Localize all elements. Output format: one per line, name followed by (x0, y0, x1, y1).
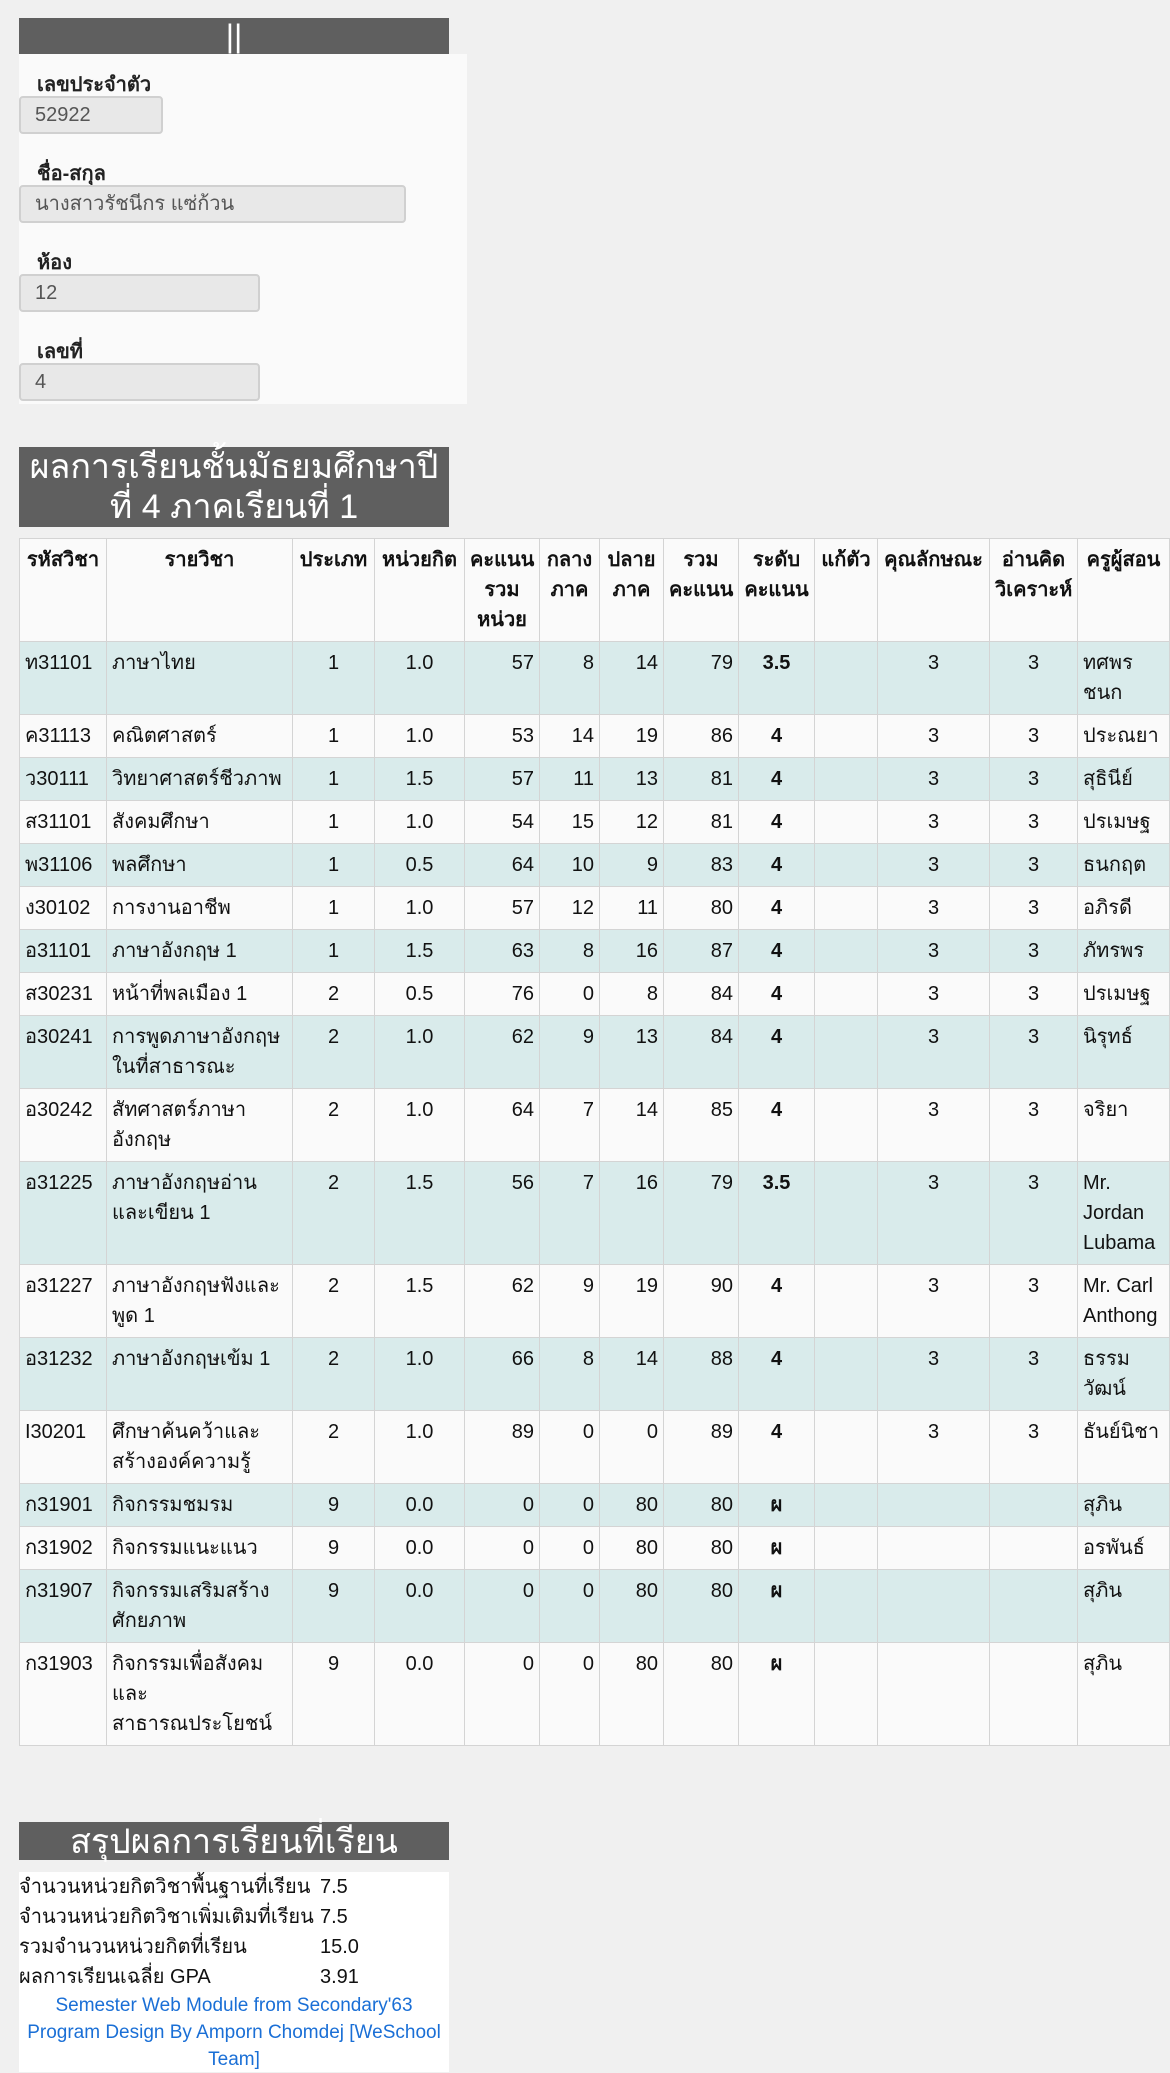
footer (19, 1992, 449, 2073)
reading-score-cell: 3 (990, 715, 1078, 758)
final-score-cell: 16 (600, 930, 664, 973)
summary-label: จำนวนหน่วยกิตวิชาพื้นฐานที่เรียน (19, 1876, 311, 1898)
credit-cell: 1.0 (375, 642, 465, 715)
room-label: ห้อง (37, 252, 72, 274)
total-score-cell: 79 (664, 642, 739, 715)
subject-name-cell: หน้าที่พลเมือง 1 (107, 973, 293, 1016)
unit-score-cell: 53 (465, 715, 540, 758)
grade-cell: ผ (739, 1484, 815, 1527)
reading-score-cell (990, 1484, 1078, 1527)
subject-name-cell: กิจกรรมเสริมสร้างศักยภาพ (107, 1570, 293, 1643)
table-row (20, 1411, 1170, 1484)
credit-cell: 1.0 (375, 1016, 465, 1089)
midterm-score-cell: 11 (540, 758, 600, 801)
total-score-cell: 83 (664, 844, 739, 887)
subject-type-cell: 2 (293, 1016, 375, 1089)
subject-code-cell: ก31903 (20, 1643, 107, 1746)
final-score-cell: 19 (600, 715, 664, 758)
column-header: รวมคะแนน (664, 539, 739, 642)
summary-label: รวมจำนวนหน่วยกิตที่เรียน (19, 1936, 247, 1958)
credit-cell: 1.0 (375, 1338, 465, 1411)
final-score-cell: 80 (600, 1527, 664, 1570)
table-row (20, 1338, 1170, 1411)
teacher-name-cell: Mr. Carl Anthong (1078, 1265, 1170, 1338)
subject-code-cell: พ31106 (20, 844, 107, 887)
subject-name-cell: สังคมศึกษา (107, 801, 293, 844)
subject-name-cell: ภาษาอังกฤษฟังและพูด 1 (107, 1265, 293, 1338)
midterm-score-cell: 8 (540, 1338, 600, 1411)
final-score-cell: 8 (600, 973, 664, 1016)
subject-code-cell: ก31901 (20, 1484, 107, 1527)
table-row (20, 715, 1170, 758)
subject-name-cell: ภาษาอังกฤษเข้ม 1 (107, 1338, 293, 1411)
teacher-name-cell: ทศพร ชนก (1078, 642, 1170, 715)
table-row (20, 1089, 1170, 1162)
characteristic-score-cell: 3 (878, 844, 990, 887)
midterm-score-cell: 8 (540, 642, 600, 715)
credit-cell: 1.0 (375, 1411, 465, 1484)
subject-code-cell: ว30111 (20, 758, 107, 801)
unit-score-cell: 0 (465, 1527, 540, 1570)
unit-score-cell: 89 (465, 1411, 540, 1484)
teacher-name-cell: ภัทรพร (1078, 930, 1170, 973)
summary-row (19, 1962, 449, 1992)
total-score-cell: 85 (664, 1089, 739, 1162)
retake-cell (815, 1016, 878, 1089)
final-score-cell: 14 (600, 1089, 664, 1162)
retake-cell (815, 1643, 878, 1746)
characteristic-score-cell: 3 (878, 930, 990, 973)
subject-name-cell: ภาษาไทย (107, 642, 293, 715)
characteristic-score-cell: 3 (878, 758, 990, 801)
table-row (20, 801, 1170, 844)
column-header: คุณลักษณะ (878, 539, 990, 642)
final-score-cell: 80 (600, 1484, 664, 1527)
total-score-cell: 84 (664, 973, 739, 1016)
grades-table (19, 538, 1170, 1746)
column-header: ประเภท (293, 539, 375, 642)
reading-score-cell: 3 (990, 930, 1078, 973)
grade-cell: 3.5 (739, 1162, 815, 1265)
grade-cell: ผ (739, 1570, 815, 1643)
characteristic-score-cell (878, 1643, 990, 1746)
teacher-name-cell: Mr. Jordan Lubama (1078, 1162, 1170, 1265)
unit-score-cell: 64 (465, 1089, 540, 1162)
unit-score-cell: 57 (465, 887, 540, 930)
table-row (20, 642, 1170, 715)
unit-score-cell: 0 (465, 1570, 540, 1643)
retake-cell (815, 715, 878, 758)
reading-score-cell: 3 (990, 1016, 1078, 1089)
unit-score-cell: 66 (465, 1338, 540, 1411)
characteristic-score-cell: 3 (878, 1016, 990, 1089)
reading-score-cell: 3 (990, 642, 1078, 715)
footer-design-link[interactable]: Program Design By Amporn Chomdej [WeSchool Team] (27, 2022, 441, 2070)
retake-cell (815, 930, 878, 973)
final-score-cell: 12 (600, 801, 664, 844)
grade-cell: 4 (739, 801, 815, 844)
teacher-name-cell: ธนกฤต (1078, 844, 1170, 887)
retake-cell (815, 1265, 878, 1338)
reading-score-cell: 3 (990, 758, 1078, 801)
reading-score-cell: 3 (990, 801, 1078, 844)
characteristic-score-cell: 3 (878, 801, 990, 844)
subject-name-cell: ภาษาอังกฤษ 1 (107, 930, 293, 973)
subject-type-cell: 2 (293, 1089, 375, 1162)
reading-score-cell: 3 (990, 1089, 1078, 1162)
total-score-cell: 80 (664, 1643, 739, 1746)
credit-cell: 1.5 (375, 1162, 465, 1265)
credit-cell: 0.0 (375, 1643, 465, 1746)
total-score-cell: 81 (664, 758, 739, 801)
subject-code-cell: ก31902 (20, 1527, 107, 1570)
credit-cell: 0.0 (375, 1570, 465, 1643)
summary-label: จำนวนหน่วยกิตวิชาเพิ่มเติมที่เรียน (19, 1906, 314, 1928)
student-id-label: เลขประจำตัว (37, 74, 152, 96)
table-row (20, 930, 1170, 973)
summary-value: 3.91 (320, 1966, 359, 1988)
midterm-score-cell: 9 (540, 1016, 600, 1089)
midterm-score-cell: 0 (540, 973, 600, 1016)
final-score-cell: 14 (600, 642, 664, 715)
subject-name-cell: คณิตศาสตร์ (107, 715, 293, 758)
characteristic-score-cell: 3 (878, 715, 990, 758)
characteristic-score-cell: 3 (878, 642, 990, 715)
grade-cell: 4 (739, 1016, 815, 1089)
retake-cell (815, 887, 878, 930)
subject-type-cell: 2 (293, 1162, 375, 1265)
teacher-name-cell: นิรุทธ์ (1078, 1016, 1170, 1089)
column-header: ครูผู้สอน (1078, 539, 1170, 642)
student-info-panel (19, 54, 467, 404)
reading-score-cell: 3 (990, 887, 1078, 930)
credit-cell: 1.0 (375, 887, 465, 930)
table-row (20, 1162, 1170, 1265)
characteristic-score-cell (878, 1570, 990, 1643)
table-row (20, 1016, 1170, 1089)
summary-row (19, 1932, 449, 1962)
characteristic-score-cell: 3 (878, 1265, 990, 1338)
credit-cell: 1.0 (375, 715, 465, 758)
retake-cell (815, 973, 878, 1016)
retake-cell (815, 758, 878, 801)
subject-type-cell: 1 (293, 715, 375, 758)
summary-value: 7.5 (320, 1906, 348, 1928)
grade-cell: 4 (739, 887, 815, 930)
table-row (20, 844, 1170, 887)
subject-type-cell: 1 (293, 758, 375, 801)
teacher-name-cell: ธรรมวัฒน์ (1078, 1338, 1170, 1411)
retake-cell (815, 1089, 878, 1162)
table-row (20, 758, 1170, 801)
grade-cell: ผ (739, 1643, 815, 1746)
teacher-name-cell: อภิรดี (1078, 887, 1170, 930)
subject-name-cell: พลศึกษา (107, 844, 293, 887)
grade-cell: 4 (739, 715, 815, 758)
midterm-score-cell: 0 (540, 1527, 600, 1570)
retake-cell (815, 1484, 878, 1527)
retake-cell (815, 1338, 878, 1411)
midterm-score-cell: 8 (540, 930, 600, 973)
midterm-score-cell: 12 (540, 887, 600, 930)
subject-type-cell: 9 (293, 1484, 375, 1527)
table-row (20, 887, 1170, 930)
teacher-name-cell: สุภิน (1078, 1484, 1170, 1527)
subject-code-cell: อ31101 (20, 930, 107, 973)
column-header: หน่วยกิต (375, 539, 465, 642)
final-score-cell: 0 (600, 1411, 664, 1484)
subject-name-cell: กิจกรรมเพื่อสังคมและสาธารณประโยชน์ (107, 1643, 293, 1746)
teacher-name-cell: ธันย์นิชา (1078, 1411, 1170, 1484)
grade-cell: 4 (739, 1265, 815, 1338)
subject-code-cell: อ30242 (20, 1089, 107, 1162)
summary-label: ผลการเรียนเฉลี่ย GPA (19, 1966, 211, 1988)
reading-score-cell: 3 (990, 1411, 1078, 1484)
final-score-cell: 19 (600, 1265, 664, 1338)
subject-type-cell: 2 (293, 1265, 375, 1338)
unit-score-cell: 76 (465, 973, 540, 1016)
summary-value: 7.5 (320, 1876, 348, 1898)
total-score-cell: 89 (664, 1411, 739, 1484)
table-row (20, 1527, 1170, 1570)
total-score-cell: 80 (664, 1570, 739, 1643)
subject-type-cell: 1 (293, 844, 375, 887)
total-score-cell: 87 (664, 930, 739, 973)
unit-score-cell: 0 (465, 1643, 540, 1746)
total-score-cell: 86 (664, 715, 739, 758)
table-row (20, 1265, 1170, 1338)
student-name-label: ชื่อ-สกุล (37, 163, 106, 185)
grade-cell: 4 (739, 844, 815, 887)
subject-name-cell: วิทยาศาสตร์ชีวภาพ (107, 758, 293, 801)
retake-cell (815, 642, 878, 715)
credit-cell: 0.5 (375, 844, 465, 887)
characteristic-score-cell: 3 (878, 973, 990, 1016)
results-title-line1: ผลการเรียนชั้นมัธยมศึกษาปี (29, 448, 439, 486)
characteristic-score-cell: 3 (878, 1411, 990, 1484)
column-header: กลางภาค (540, 539, 600, 642)
reading-score-cell: 3 (990, 1338, 1078, 1411)
retake-cell (815, 1162, 878, 1265)
grade-cell: 4 (739, 1338, 815, 1411)
retake-cell (815, 801, 878, 844)
teacher-name-cell: ปรเมษฐ (1078, 801, 1170, 844)
reading-score-cell: 3 (990, 1265, 1078, 1338)
retake-cell (815, 1570, 878, 1643)
unit-score-cell: 62 (465, 1016, 540, 1089)
credit-cell: 1.0 (375, 1089, 465, 1162)
credit-cell: 0.0 (375, 1484, 465, 1527)
subject-code-cell: ค31113 (20, 715, 107, 758)
unit-score-cell: 54 (465, 801, 540, 844)
reading-score-cell (990, 1643, 1078, 1746)
subject-type-cell: 1 (293, 642, 375, 715)
unit-score-cell: 0 (465, 1484, 540, 1527)
subject-code-cell: ง30102 (20, 887, 107, 930)
grade-cell: 4 (739, 1089, 815, 1162)
table-row (20, 973, 1170, 1016)
teacher-name-cell: อรพันธ์ (1078, 1527, 1170, 1570)
top-header-bar (19, 18, 449, 54)
column-header: แก้ตัว (815, 539, 878, 642)
subject-name-cell: สัทศาสตร์ภาษาอังกฤษ (107, 1089, 293, 1162)
grade-cell: 4 (739, 973, 815, 1016)
midterm-score-cell: 7 (540, 1162, 600, 1265)
total-score-cell: 90 (664, 1265, 739, 1338)
table-row (20, 1570, 1170, 1643)
pause-icon: || (225, 18, 243, 54)
subject-type-cell: 1 (293, 887, 375, 930)
final-score-cell: 16 (600, 1162, 664, 1265)
subject-code-cell: ก31907 (20, 1570, 107, 1643)
column-header: รหัสวิชา (20, 539, 107, 642)
final-score-cell: 80 (600, 1570, 664, 1643)
midterm-score-cell: 9 (540, 1265, 600, 1338)
total-score-cell: 80 (664, 887, 739, 930)
subject-type-cell: 2 (293, 1338, 375, 1411)
total-score-cell: 88 (664, 1338, 739, 1411)
credit-cell: 1.5 (375, 1265, 465, 1338)
reading-score-cell (990, 1527, 1078, 1570)
table-header-row (20, 539, 1170, 642)
credit-cell: 0.5 (375, 973, 465, 1016)
final-score-cell: 9 (600, 844, 664, 887)
characteristic-score-cell: 3 (878, 1089, 990, 1162)
teacher-name-cell: ปรเมษฐ (1078, 973, 1170, 1016)
grade-cell: 4 (739, 930, 815, 973)
student-number-label: เลขที่ (37, 341, 83, 363)
teacher-name-cell: สุธินีย์ (1078, 758, 1170, 801)
total-score-cell: 81 (664, 801, 739, 844)
characteristic-score-cell (878, 1527, 990, 1570)
subject-code-cell: อ31227 (20, 1265, 107, 1338)
unit-score-cell: 57 (465, 758, 540, 801)
credit-cell: 1.5 (375, 758, 465, 801)
total-score-cell: 79 (664, 1162, 739, 1265)
unit-score-cell: 63 (465, 930, 540, 973)
results-title-line2: ที่ 4 ภาคเรียนที่ 1 (109, 488, 359, 526)
final-score-cell: 14 (600, 1338, 664, 1411)
final-score-cell: 13 (600, 1016, 664, 1089)
midterm-score-cell: 7 (540, 1089, 600, 1162)
results-title (19, 447, 449, 527)
unit-score-cell: 57 (465, 642, 540, 715)
subject-code-cell: อ31225 (20, 1162, 107, 1265)
subject-type-cell: 1 (293, 801, 375, 844)
subject-code-cell: ส31101 (20, 801, 107, 844)
credit-cell: 1.5 (375, 930, 465, 973)
reading-score-cell: 3 (990, 844, 1078, 887)
subject-code-cell: ส30231 (20, 973, 107, 1016)
midterm-score-cell: 10 (540, 844, 600, 887)
subject-code-cell: อ31232 (20, 1338, 107, 1411)
subject-code-cell: I30201 (20, 1411, 107, 1484)
subject-code-cell: อ30241 (20, 1016, 107, 1089)
column-header: ระดับคะแนน (739, 539, 815, 642)
table-row (20, 1643, 1170, 1746)
subject-type-cell: 2 (293, 973, 375, 1016)
summary-title: สรุปผลการเรียนที่เรียน (19, 1822, 449, 1860)
unit-score-cell: 56 (465, 1162, 540, 1265)
grade-cell: ผ (739, 1527, 815, 1570)
midterm-score-cell: 0 (540, 1484, 600, 1527)
characteristic-score-cell: 3 (878, 1162, 990, 1265)
student-number-field[interactable]: 4 (19, 363, 260, 401)
unit-score-cell: 64 (465, 844, 540, 887)
midterm-score-cell: 0 (540, 1411, 600, 1484)
column-header: รายวิชา (107, 539, 293, 642)
subject-name-cell: การพูดภาษาอังกฤษในที่สาธารณะ (107, 1016, 293, 1089)
characteristic-score-cell (878, 1484, 990, 1527)
footer-module-link[interactable]: Semester Web Module from Secondary'63 (55, 1995, 413, 2016)
reading-score-cell: 3 (990, 973, 1078, 1016)
student-id-field[interactable]: 52922 (19, 96, 163, 134)
midterm-score-cell: 15 (540, 801, 600, 844)
midterm-score-cell: 14 (540, 715, 600, 758)
total-score-cell: 80 (664, 1484, 739, 1527)
credit-cell: 0.0 (375, 1527, 465, 1570)
grade-cell: 4 (739, 1411, 815, 1484)
summary-row (19, 1872, 449, 1902)
total-score-cell: 84 (664, 1016, 739, 1089)
table-row (20, 1484, 1170, 1527)
subject-name-cell: การงานอาชีพ (107, 887, 293, 930)
unit-score-cell: 62 (465, 1265, 540, 1338)
characteristic-score-cell: 3 (878, 1338, 990, 1411)
column-header: อ่านคิดวิเคราะห์ (990, 539, 1078, 642)
subject-name-cell: ภาษาอังกฤษอ่านและเขียน 1 (107, 1162, 293, 1265)
subject-code-cell: ท31101 (20, 642, 107, 715)
retake-cell (815, 1411, 878, 1484)
final-score-cell: 11 (600, 887, 664, 930)
column-header: คะแนนรวมหน่วย (465, 539, 540, 642)
subject-type-cell: 9 (293, 1570, 375, 1643)
credit-cell: 1.0 (375, 801, 465, 844)
teacher-name-cell: สุภิน (1078, 1570, 1170, 1643)
final-score-cell: 80 (600, 1643, 664, 1746)
retake-cell (815, 844, 878, 887)
retake-cell (815, 1527, 878, 1570)
subject-name-cell: ศึกษาค้นคว้าและสร้างองค์ความรู้ (107, 1411, 293, 1484)
teacher-name-cell: สุภิน (1078, 1643, 1170, 1746)
characteristic-score-cell: 3 (878, 887, 990, 930)
reading-score-cell: 3 (990, 1162, 1078, 1265)
column-header: ปลายภาค (600, 539, 664, 642)
subject-type-cell: 2 (293, 1411, 375, 1484)
student-name-field[interactable]: นางสาวรัชนีกร แซ่ก้วน (19, 185, 406, 223)
final-score-cell: 13 (600, 758, 664, 801)
reading-score-cell (990, 1570, 1078, 1643)
midterm-score-cell: 0 (540, 1643, 600, 1746)
summary-value: 15.0 (320, 1936, 359, 1958)
summary-row (19, 1902, 449, 1932)
subject-name-cell: กิจกรรมชมรม (107, 1484, 293, 1527)
grade-cell: 3.5 (739, 642, 815, 715)
midterm-score-cell: 0 (540, 1570, 600, 1643)
teacher-name-cell: จริยา (1078, 1089, 1170, 1162)
total-score-cell: 80 (664, 1527, 739, 1570)
subject-name-cell: กิจกรรมแนะแนว (107, 1527, 293, 1570)
subject-type-cell: 1 (293, 930, 375, 973)
teacher-name-cell: ประณยา (1078, 715, 1170, 758)
subject-type-cell: 9 (293, 1643, 375, 1746)
room-field[interactable]: 12 (19, 274, 260, 312)
grade-cell: 4 (739, 758, 815, 801)
subject-type-cell: 9 (293, 1527, 375, 1570)
